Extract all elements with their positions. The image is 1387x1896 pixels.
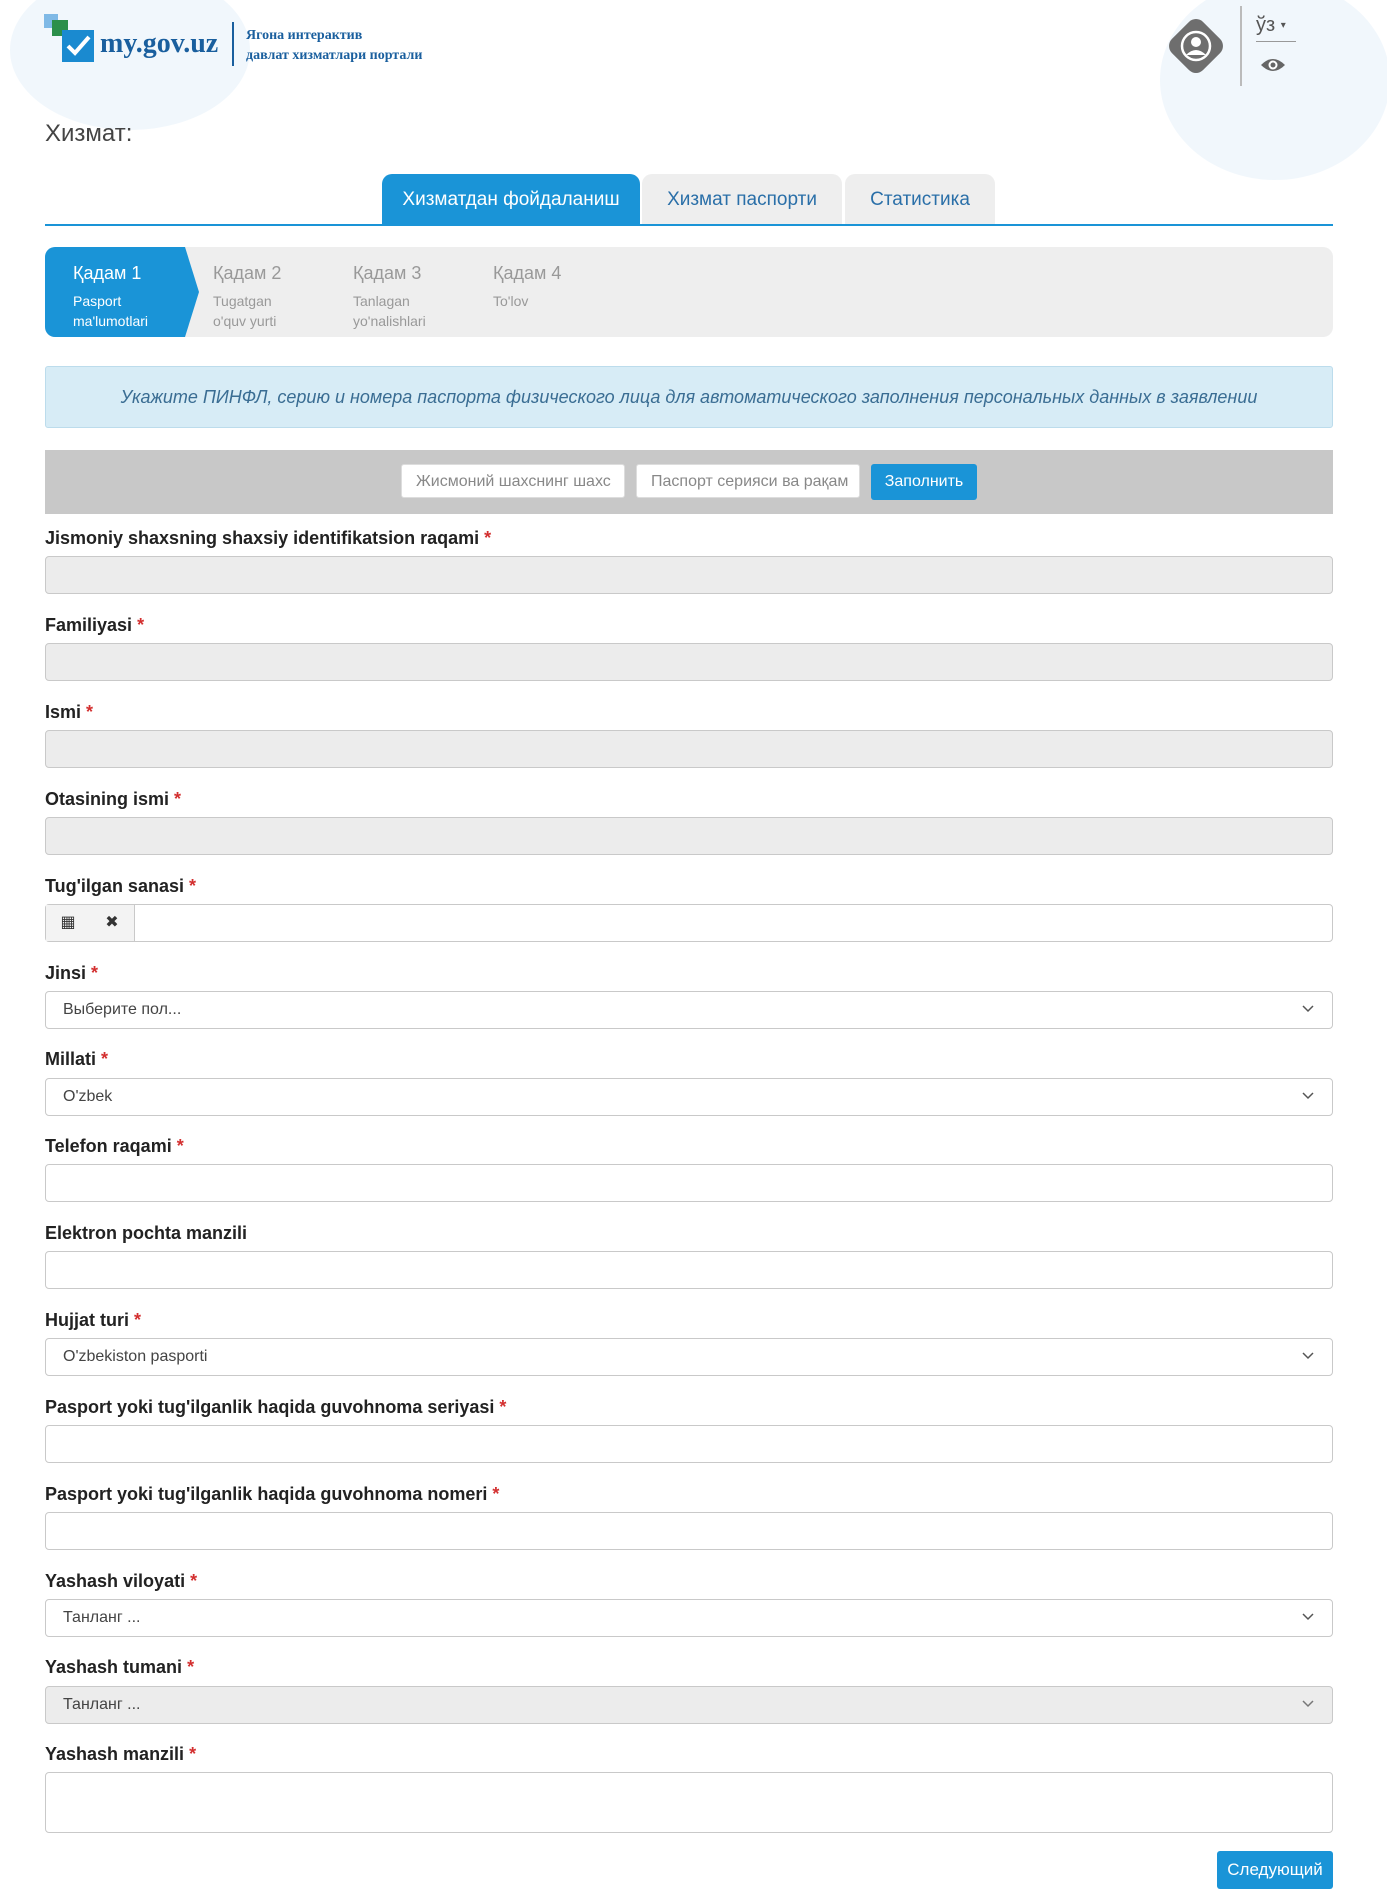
label-text: Yashash manzili (45, 1744, 185, 1764)
chevron-down-icon (1302, 1352, 1314, 1360)
jinsi-label (45, 963, 98, 984)
pinfl-label (45, 528, 491, 549)
header-divider (1240, 6, 1242, 86)
tab-bar (45, 174, 1333, 226)
step-title: Қадам 4 (493, 263, 562, 283)
step-subtitle (73, 291, 148, 331)
tab-statistics[interactable]: Статистика (845, 174, 995, 224)
step-subtitle-line: Tanlagan (353, 293, 410, 309)
address-label (45, 1744, 196, 1765)
required-mark: * (190, 1571, 198, 1591)
familiya-label (45, 615, 144, 636)
jinsi-select[interactable] (45, 991, 1333, 1029)
logo-subtitle-line1: Ягона интерактив (246, 28, 363, 43)
chevron-down-icon (1302, 1005, 1314, 1013)
district-label (45, 1657, 194, 1678)
step-1[interactable] (45, 247, 185, 337)
label-text: Pasport yoki tug'ilganlik haqida guvohnoma nomeri (45, 1484, 488, 1504)
required-mark: * (176, 1136, 184, 1156)
required-mark: * (101, 1049, 109, 1069)
step-2[interactable] (185, 247, 325, 337)
next-button[interactable]: Следующий (1217, 1851, 1333, 1889)
eye-icon[interactable] (1260, 56, 1286, 74)
required-mark: * (492, 1484, 500, 1504)
step-subtitle-line: ma'lumotlari (73, 313, 149, 329)
familiya-field[interactable] (45, 643, 1333, 681)
logo-subtitle (246, 26, 422, 66)
otasi-label (45, 789, 181, 810)
millati-select[interactable] (45, 1078, 1333, 1116)
calendar-icon[interactable]: ▦ (46, 905, 91, 941)
step-subtitle-line: To'lov (493, 293, 529, 309)
label-text: Pasport yoki tug'ilganlik haqida guvohnoma seriyasi (45, 1397, 495, 1417)
tab-service-passport[interactable]: Хизмат паспорти (642, 174, 842, 224)
step-wizard (45, 247, 1333, 337)
phone-field[interactable] (45, 1164, 1333, 1202)
logo-subtitle-line2: давлат хизматлари портали (246, 48, 423, 63)
clear-icon[interactable]: ✖ (90, 905, 135, 941)
fill-button[interactable]: Заполнить (871, 464, 977, 500)
language-selector[interactable] (1256, 14, 1296, 42)
label-text: Familiyasi (45, 615, 133, 635)
region-select[interactable] (45, 1599, 1333, 1637)
label-text: Yashash viloyati (45, 1571, 186, 1591)
required-mark: * (134, 1310, 142, 1330)
phone-label (45, 1136, 184, 1157)
email-label (45, 1223, 247, 1244)
select-value: Танланг ... (63, 1609, 141, 1626)
step-subtitle-line: Pasport (73, 293, 122, 309)
millati-label (45, 1049, 108, 1070)
pinfl-field[interactable] (45, 556, 1333, 594)
passport-input[interactable]: Паспорт серияси ва рақам (636, 464, 860, 498)
chevron-down-icon (1302, 1092, 1314, 1100)
logo-divider (232, 22, 234, 66)
label-text: Ismi (45, 702, 82, 722)
step-title: Қадам 1 (73, 263, 142, 283)
address-textarea[interactable] (45, 1772, 1333, 1833)
passport-number-field[interactable] (45, 1512, 1333, 1550)
chevron-down-icon (1302, 1613, 1314, 1621)
ismi-field[interactable] (45, 730, 1333, 768)
doc-type-label (45, 1310, 141, 1331)
label-text: Yashash tumani (45, 1657, 183, 1677)
select-value: Выберите пол... (63, 1001, 182, 1018)
step-title: Қадам 2 (213, 263, 282, 283)
chevron-down-icon: ▾ (1280, 20, 1286, 32)
label-text: Otasining ismi (45, 789, 170, 809)
select-value: Танланг ... (63, 1696, 141, 1713)
birth-date-field[interactable] (45, 904, 1333, 942)
district-select[interactable] (45, 1686, 1333, 1724)
page-title: Хизмат: (45, 120, 133, 147)
required-mark: * (91, 963, 99, 983)
step-title: Қадам 3 (353, 263, 422, 283)
logo-icon[interactable] (44, 14, 94, 64)
select-value: O'zbekiston pasporti (63, 1348, 208, 1365)
required-mark: * (174, 789, 182, 809)
step-subtitle (493, 291, 528, 311)
required-mark: * (86, 702, 94, 722)
step-subtitle-line: o'quv yurti (213, 313, 277, 329)
required-mark: * (189, 1744, 197, 1764)
step-3[interactable] (325, 247, 465, 337)
required-mark: * (484, 528, 492, 548)
chevron-down-icon (1302, 1700, 1314, 1708)
label-text: Jinsi (45, 963, 87, 983)
doc-type-select[interactable] (45, 1338, 1333, 1376)
step-subtitle (213, 291, 276, 331)
label-text: Tug'ilgan sanasi (45, 876, 184, 896)
label-text: Millati (45, 1049, 97, 1069)
required-mark: * (187, 1657, 195, 1677)
autofill-bar (45, 450, 1333, 514)
passport-series-field[interactable] (45, 1425, 1333, 1463)
step-subtitle (353, 291, 426, 331)
birth-date-label (45, 876, 196, 897)
passport-number-label (45, 1484, 499, 1505)
tab-service-usage[interactable]: Хизматдан фойдаланиш (382, 174, 640, 224)
language-label: ўз (1256, 14, 1276, 36)
required-mark: * (189, 876, 197, 896)
pinfl-input[interactable]: Жисмоний шахснинг шахс (401, 464, 625, 498)
otasi-field[interactable] (45, 817, 1333, 855)
label-text: Elektron pochta manzili (45, 1223, 248, 1243)
step-subtitle-line: yo'nalishlari (353, 313, 426, 329)
step-subtitle-line: Tugatgan (213, 293, 272, 309)
required-mark: * (137, 615, 145, 635)
label-text: Hujjat turi (45, 1310, 129, 1330)
required-mark: * (499, 1397, 507, 1417)
ismi-label (45, 702, 93, 723)
region-label (45, 1571, 197, 1592)
email-field[interactable] (45, 1251, 1333, 1289)
label-text: Telefon raqami (45, 1136, 172, 1156)
user-account-icon[interactable] (1164, 14, 1228, 78)
info-alert: Укажите ПИНФЛ, серию и номера паспорта физического лица для автоматического заполнения персональных данных в заявлении (45, 366, 1333, 428)
step-4[interactable] (465, 247, 605, 337)
label-text: Jismoniy shaxsning shaxsiy identifikatsion raqami (45, 528, 480, 548)
header (0, 0, 1387, 110)
select-value: O'zbek (63, 1088, 113, 1105)
passport-series-label (45, 1397, 506, 1418)
logo-text[interactable]: my.gov.uz (100, 28, 219, 59)
